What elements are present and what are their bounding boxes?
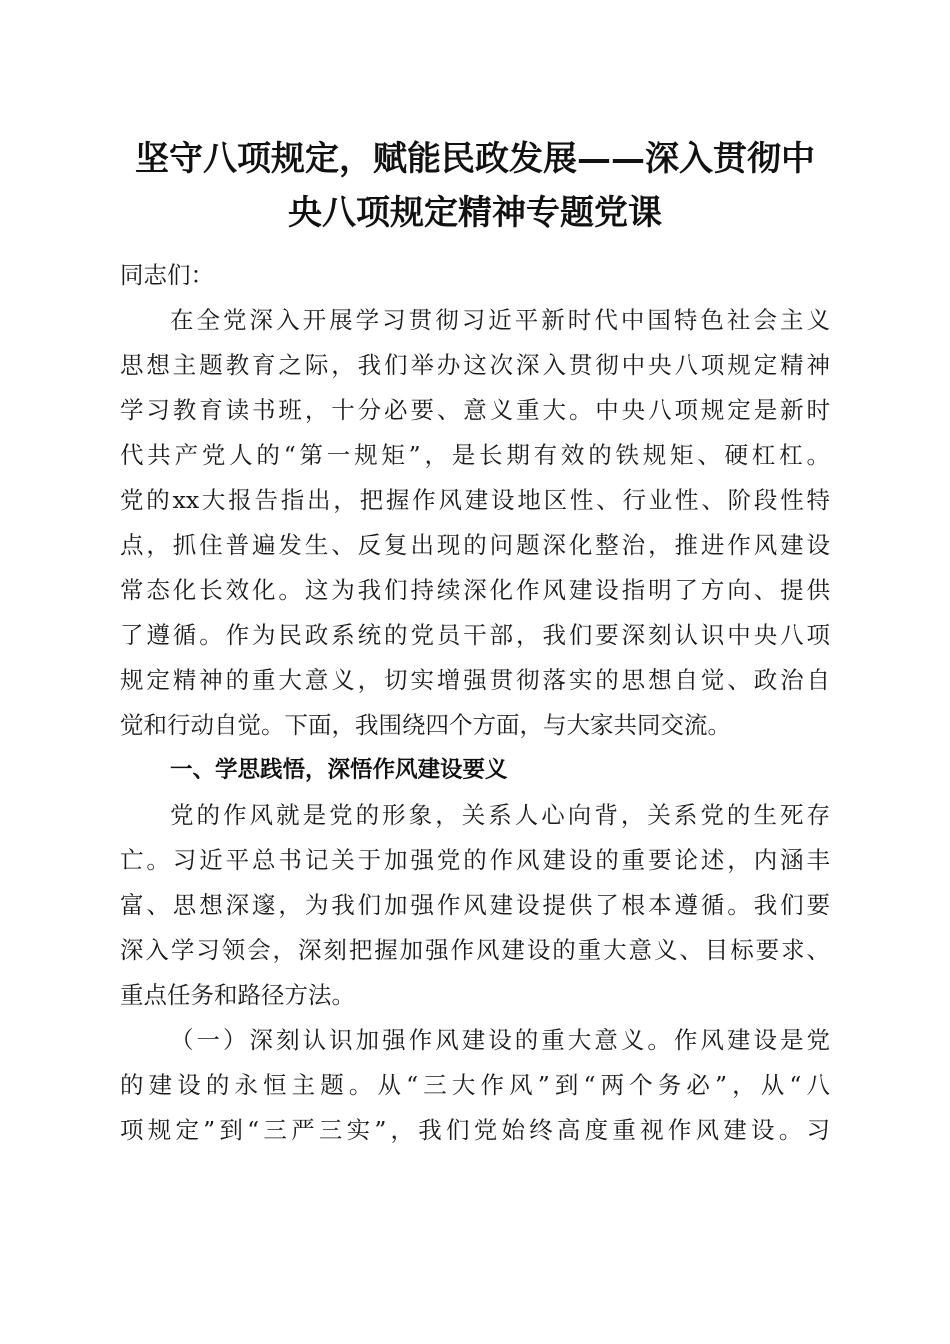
paragraph-1-line: 规定精神的重大意义，切实增强贯彻落实的思想自觉、政治自	[120, 666, 830, 694]
title-line-2: 央八项规定精神专题党课	[288, 193, 662, 233]
paragraph-1-line: 学习教育读书班，十分必要、意义重大。中央八项规定是新时	[120, 396, 830, 424]
paragraph-2-line: 重点任务和路径方法。	[120, 981, 355, 1009]
paragraph-1-line: 在全党深入开展学习贯彻习近平新时代中国特色社会主义	[170, 306, 830, 334]
paragraph-3-line: 项规定”到“三严三实”，我们党始终高度重视作风建设。习	[120, 1116, 830, 1144]
paragraph-1-line: 觉和行动自觉。下面，我围绕四个方面，与大家共同交流。	[120, 711, 731, 739]
paragraph-1-line: 思想主题教育之际，我们举办这次深入贯彻中央八项规定精神	[120, 351, 830, 379]
paragraph-1-line: 点，抓住普遍发生、反复出现的问题深化整治，推进作风建设	[120, 531, 830, 559]
paragraph-1-line: 代共产党人的“第一规矩”，是长期有效的铁规矩、硬杠杠。	[120, 441, 830, 469]
section-1-heading: 一、学思践悟，深悟作风建设要义	[170, 757, 508, 783]
paragraph-2-line: 深入学习领会，深刻把握加强作风建设的重大意义、目标要求、	[120, 936, 830, 964]
paragraph-1-line: 党的xx大报告指出，把握作风建设地区性、行业性、阶段性特	[120, 486, 830, 514]
paragraph-1-line: 了遵循。作为民政系统的党员干部，我们要深刻认识中央八项	[120, 621, 830, 649]
title-line-1: 坚守八项规定，赋能民政发展——深入贯彻中	[135, 139, 815, 179]
document-body	[120, 253, 830, 1153]
document-title	[110, 132, 840, 240]
salutation: 同志们：	[120, 261, 214, 289]
paragraph-2-line: 富、思想深邃，为我们加强作风建设提供了根本遵循。我们要	[120, 891, 830, 919]
paragraph-1-line: 常态化长效化。这为我们持续深化作风建设指明了方向、提供	[120, 576, 830, 604]
paragraph-2-line: 亡。习近平总书记关于加强党的作风建设的重要论述，内涵丰	[120, 846, 830, 874]
paragraph-3-line: （一）深刻认识加强作风建设的重大意义。作风建设是党	[170, 1026, 830, 1054]
paragraph-3-line: 的建设的永恒主题。从“三大作风”到“两个务必”，从“八	[120, 1071, 830, 1099]
paragraph-2-line: 党的作风就是党的形象，关系人心向背，关系党的生死存	[170, 801, 830, 829]
